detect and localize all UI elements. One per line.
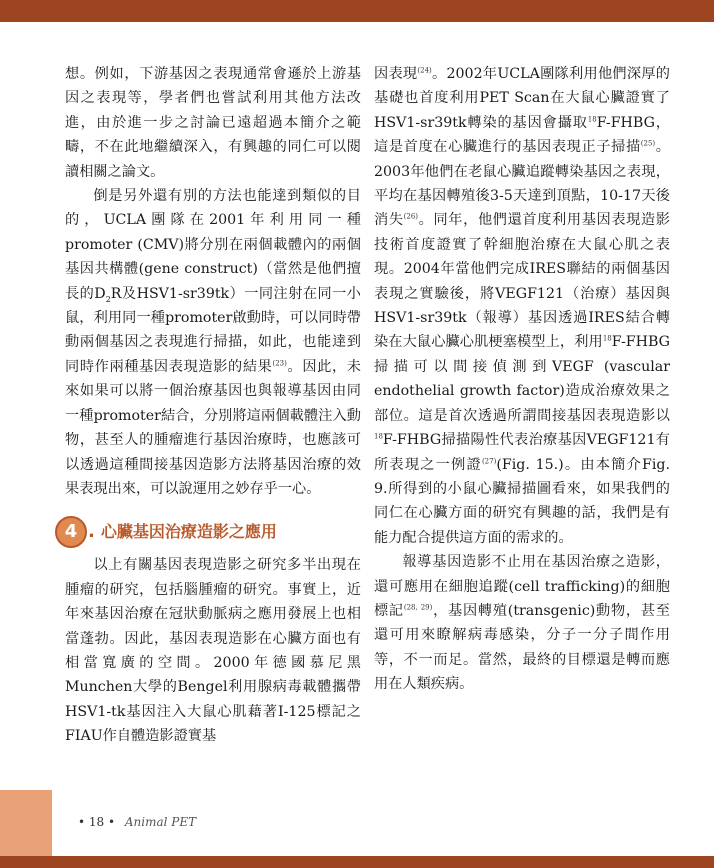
right-column bbox=[374, 62, 670, 697]
section-heading bbox=[55, 515, 361, 549]
text-run: F-FHBG，這是首度在心臟進行的基因表現正子掃描 bbox=[374, 114, 670, 156]
reference-mark: (26) bbox=[403, 212, 419, 221]
paragraph: 想。例如，下游基因之表現通常會遜於上游基因之表現等，學者們也嘗試利用其他方法改進，由於進一步之討論已遠超過本簡介之範疇，不在此地繼續深入，有興趣的同仁可以閱讀相關之論文。 bbox=[65, 66, 361, 180]
isotope-superscript: 18 bbox=[374, 432, 383, 441]
reference-mark: (24) bbox=[417, 66, 432, 75]
reference-mark: (27) bbox=[481, 456, 497, 465]
text-run: 倒是另外還有別的方法也能達到類似的目的，UCLA團隊在2001年利用同一種promoter (CMV)將分別在兩個載體內的兩個基因共構體(gene construct)（當然是他們擅長的D bbox=[65, 188, 361, 302]
footer-bar bbox=[0, 856, 714, 868]
text-run: 。同年，他們還首度利用基因表現造影技術首度證實了幹細胞治療在大鼠心肌之表現。2004年當他們完成IRES聯結的兩個基因表現之實驗後，將VEGF121（治療）基因與HSV1-sr39tk（報導）基因透過IRES結合轉染在大鼠心臟心肌梗塞模型上，利用 bbox=[374, 212, 670, 351]
header-bar bbox=[0, 0, 714, 22]
section-title: 心臟基因治療造影之應用 bbox=[100, 522, 277, 542]
text-run: 。2003年他們在老鼠心臟追蹤轉染基因之表現，平均在基因轉殖後3-5天達到頂點，10-17天後消失 bbox=[374, 139, 670, 229]
text-run: 。因此，未來如果可以將一個治療基因也與報導基因由同一種promoter結合，分別將這兩個載體注入動物，甚至人的腫瘤進行基因治療時，也應該可以透過這種間接基因造影方法將基因治療的效果表現出來，可以說運用之妙存乎一心。 bbox=[65, 358, 361, 497]
reference-mark: (23) bbox=[272, 359, 287, 368]
reference-mark: (28, 29) bbox=[403, 603, 433, 612]
isotope-superscript: 18 bbox=[602, 334, 612, 343]
section-number-dot: . bbox=[88, 521, 95, 543]
text-run: 報導基因造影不止用在基因治療之造影，還可應用在細胞追蹤(cell trafficking)的細胞標記 bbox=[374, 554, 670, 619]
text-run: R及HSV1-sr39tk）一同注射在同一小鼠，利用同一種promoter啟動時，可以同時帶動兩個基因之表現進行掃描，如此，也能達到同時作兩種基因表現造影的結果 bbox=[65, 285, 361, 375]
page-number: • 18 • bbox=[78, 815, 116, 829]
reference-mark: (25) bbox=[640, 139, 656, 148]
text-run: F-FHBG掃描陽性代表治療基因VEGF121有所表現之一例證 bbox=[374, 432, 670, 473]
paragraph: 以上有關基因表現造影之研究多半出現在腫瘤的研究，包括腦腫瘤的研究。事實上，近年來基因治療在冠狀動脈病之應用發展上也相當蓬勃。因此，基因表現造影在心臟方面也有相當寬廣的空間。2000年德國慕尼黑Munchen大學的Bengel利用腺病毒載體攜帶HSV1-tk基因注入大鼠心肌藉著I-125標記之FIAU作自體造影證實基 bbox=[65, 557, 361, 745]
isotope-superscript: 18 bbox=[587, 115, 597, 124]
subscript: 2 bbox=[105, 294, 111, 304]
text-run: F-FHBG掃描可以間接偵測到VEGF (vascular endothelial growth factor)造成治療效果之部位。這是首次透過所謂間接基因表現造影以 bbox=[374, 334, 670, 424]
paragraph bbox=[65, 184, 361, 501]
left-column bbox=[65, 62, 361, 749]
paragraph bbox=[374, 62, 670, 550]
paragraph bbox=[374, 550, 670, 696]
text-run: 。2002年UCLA團隊利用他們深厚的基礎也首度利用PET Scan在大鼠心臟證實了HSV1-sr39tk轉染的基因會攝取 bbox=[374, 66, 670, 131]
section-number-badge: 4 bbox=[55, 516, 87, 548]
running-title: Animal PET bbox=[124, 815, 197, 829]
text-run: (Fig. 15.)。由本簡介Fig. 9.所得到的小鼠心臟掃描圖看來，如果我們的同仁在心臟方面的研究有興趣的話，我們是有能力配合提供這方面的需求的。 bbox=[374, 456, 670, 546]
footer-accent-stripe bbox=[0, 790, 52, 856]
text-run: ，基因轉殖(transgenic)動物，甚至還可用來瞭解病毒感染，分子一分子間作用等，不一而足。當然，最終的目標還是轉而應用在人類疾病。 bbox=[374, 602, 670, 693]
text-run: 因表現 bbox=[374, 66, 418, 82]
page-footer bbox=[78, 815, 196, 829]
